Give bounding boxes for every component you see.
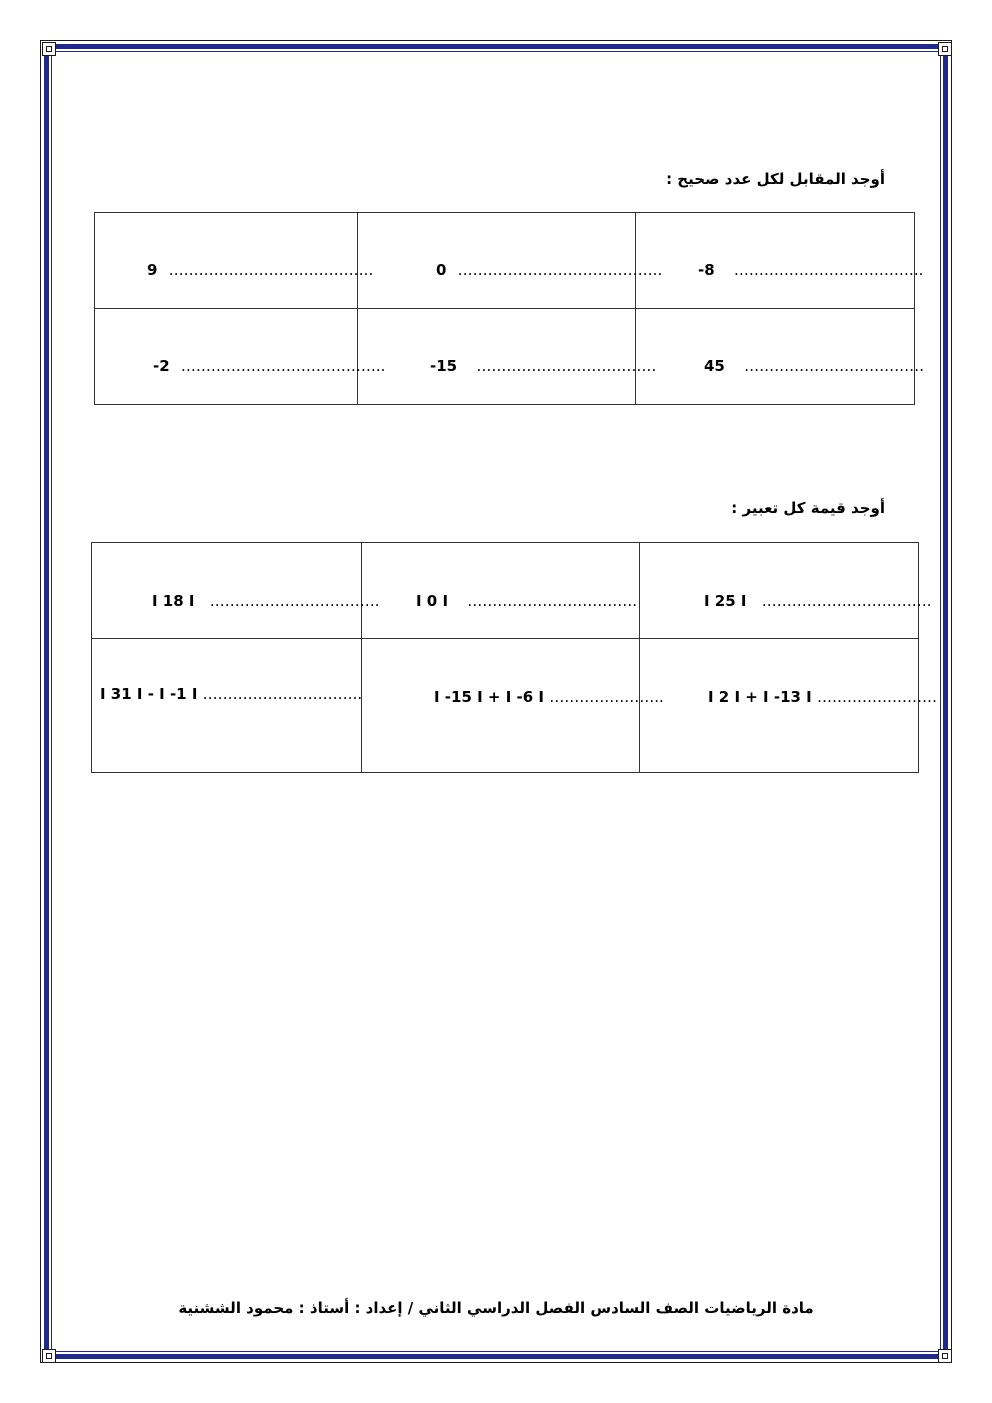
answer-blank[interactable]: ………………………….. bbox=[202, 685, 363, 703]
table-cell bbox=[95, 309, 386, 405]
answer-blank[interactable]: ………………………………….. bbox=[168, 261, 374, 279]
corner-ornament bbox=[38, 1345, 58, 1365]
section1-heading: أوجد المقابل لكل عدد صحيح : bbox=[666, 170, 885, 188]
table-cell bbox=[640, 543, 932, 639]
table-cell bbox=[92, 639, 362, 773]
footer-text: مادة الرياضيات الصف السادس الفصل الدراسي الثاني / إعداد : أستاذ : محمود الششنية bbox=[178, 1299, 814, 1317]
cell-value: I 2 I + I -13 I bbox=[708, 688, 812, 706]
corner-ornament bbox=[934, 38, 954, 58]
table-cell bbox=[362, 543, 640, 639]
table-cell bbox=[95, 213, 374, 309]
cell-value: I 31 I - I -1 I bbox=[100, 685, 198, 703]
answer-blank[interactable]: ………………….. bbox=[549, 688, 664, 706]
cell-value: -8 bbox=[698, 261, 715, 279]
cell-value: I 25 I bbox=[704, 592, 747, 610]
table-cell bbox=[636, 309, 925, 405]
answer-blank[interactable]: ……………………………. bbox=[209, 592, 380, 610]
answer-blank[interactable]: ……………………………….. bbox=[733, 261, 924, 279]
answer-blank[interactable]: ………………………………….. bbox=[457, 261, 663, 279]
cell-value: 45 bbox=[704, 357, 725, 375]
answer-blank[interactable]: ……………………………. bbox=[761, 592, 932, 610]
cell-value: 0 bbox=[436, 261, 447, 279]
cell-value: -15 bbox=[430, 357, 458, 375]
section2-heading: أوجد قيمة كل تعبير : bbox=[731, 499, 885, 517]
table-cell bbox=[358, 213, 663, 309]
absolute-value-table bbox=[91, 542, 937, 773]
cell-value: I 18 I bbox=[152, 592, 195, 610]
answer-blank[interactable]: …………………… bbox=[817, 688, 937, 706]
table-cell bbox=[358, 309, 657, 405]
answer-blank[interactable]: ………………………………….. bbox=[180, 357, 386, 375]
cell-value: I -15 I + I -6 I bbox=[434, 688, 544, 706]
cell-value: 9 bbox=[147, 261, 158, 279]
page-footer bbox=[0, 1299, 992, 1317]
table-cell bbox=[362, 639, 664, 773]
table-cell bbox=[92, 543, 380, 639]
answer-blank[interactable]: ……………………………… bbox=[476, 357, 657, 375]
cell-value: I 0 I bbox=[416, 592, 449, 610]
opposites-table bbox=[94, 212, 925, 405]
answer-blank[interactable]: ……………………………… bbox=[744, 357, 925, 375]
table-cell bbox=[636, 213, 924, 309]
table-cell bbox=[640, 639, 937, 773]
corner-ornament bbox=[934, 1345, 954, 1365]
answer-blank[interactable]: ……………………………. bbox=[467, 592, 638, 610]
corner-ornament bbox=[38, 38, 58, 58]
cell-value: -2 bbox=[153, 357, 170, 375]
